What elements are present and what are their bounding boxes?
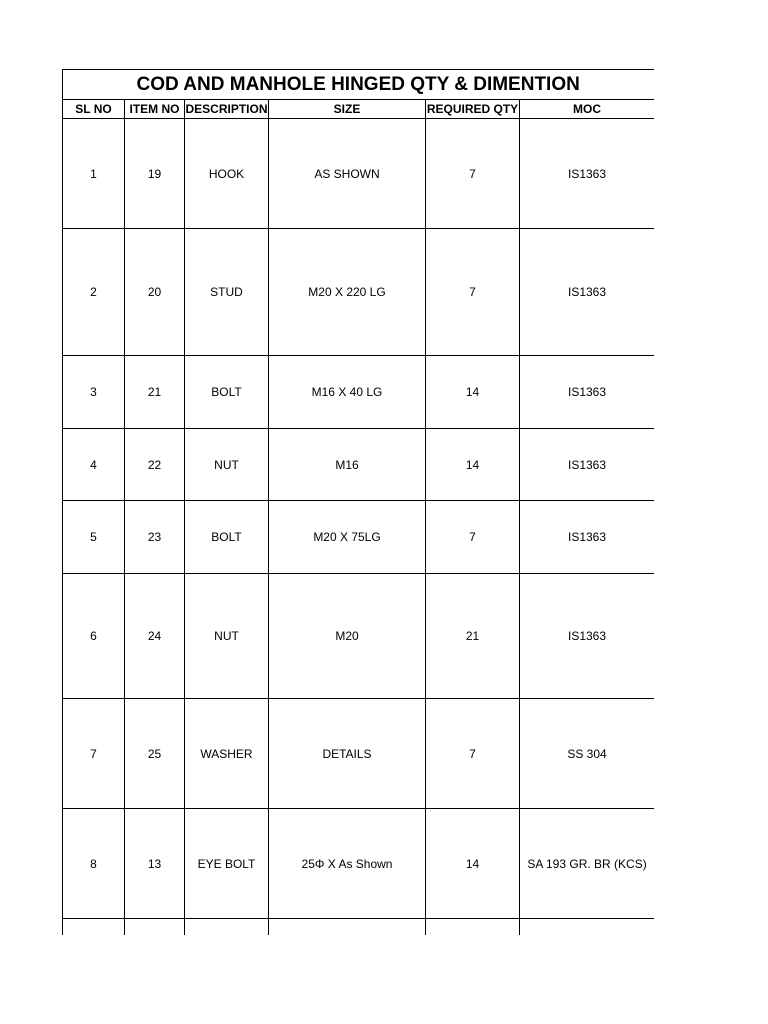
table-row (63, 809, 655, 919)
qty-dimension-table (62, 69, 654, 935)
cell-required-qty: 7 (426, 699, 520, 809)
cell-sl-no: 7 (63, 699, 125, 809)
table-row (63, 356, 655, 429)
title-blank-cell (63, 70, 125, 100)
cell-description (185, 919, 269, 936)
cell-sl-no: 3 (63, 356, 125, 429)
cell-moc: SS 304 (520, 699, 655, 809)
table-row (63, 574, 655, 699)
cell-required-qty: 14 (426, 809, 520, 919)
cell-moc: SA 193 GR. BR (KCS) (520, 809, 655, 919)
cell-item-no: 19 (125, 119, 185, 229)
cell-description: BOLT (185, 501, 269, 574)
table-row (63, 699, 655, 809)
header-description: DESCRIPTION (185, 100, 269, 119)
cell-item-no: 23 (125, 501, 185, 574)
table-row (63, 919, 655, 936)
cell-item-no: 22 (125, 429, 185, 501)
cell-moc (520, 919, 655, 936)
cell-moc: IS1363 (520, 501, 655, 574)
cell-sl-no: 6 (63, 574, 125, 699)
cell-size: 25Φ X As Shown (269, 809, 426, 919)
cell-item-no: 20 (125, 229, 185, 356)
cell-size: AS SHOWN (269, 119, 426, 229)
cell-sl-no: 5 (63, 501, 125, 574)
header-size: SIZE (269, 100, 426, 119)
spreadsheet-sheet (62, 69, 654, 935)
cell-required-qty: 14 (426, 429, 520, 501)
title-row (63, 70, 655, 100)
header-sl-no: SL NO (63, 100, 125, 119)
table-row (63, 429, 655, 501)
header-required-qty: REQUIRED QTY (426, 100, 520, 119)
cell-description: EYE BOLT (185, 809, 269, 919)
table-row (63, 501, 655, 574)
cell-required-qty (426, 919, 520, 936)
cell-size (269, 919, 426, 936)
table-row (63, 229, 655, 356)
header-item-no: ITEM NO (125, 100, 185, 119)
cell-size: M16 (269, 429, 426, 501)
cell-size: M16 X 40 LG (269, 356, 426, 429)
cell-moc: IS1363 (520, 229, 655, 356)
cell-sl-no: 1 (63, 119, 125, 229)
cell-description: WASHER (185, 699, 269, 809)
cell-description: NUT (185, 429, 269, 501)
cell-item-no (125, 919, 185, 936)
cell-required-qty: 7 (426, 229, 520, 356)
cell-required-qty: 14 (426, 356, 520, 429)
cell-required-qty: 7 (426, 119, 520, 229)
cell-description: HOOK (185, 119, 269, 229)
cell-size: M20 X 220 LG (269, 229, 426, 356)
table-row (63, 119, 655, 229)
cell-item-no: 13 (125, 809, 185, 919)
cell-moc: IS1363 (520, 356, 655, 429)
cell-item-no: 24 (125, 574, 185, 699)
cell-item-no: 21 (125, 356, 185, 429)
cell-size: M20 (269, 574, 426, 699)
cell-sl-no: 4 (63, 429, 125, 501)
cell-required-qty: 21 (426, 574, 520, 699)
cell-required-qty: 7 (426, 501, 520, 574)
cell-moc: IS1363 (520, 119, 655, 229)
cell-description: BOLT (185, 356, 269, 429)
column-header-row (63, 100, 655, 119)
cell-description: STUD (185, 229, 269, 356)
sheet-title: COD AND MANHOLE HINGED QTY & DIMENTION (125, 70, 655, 100)
cell-moc: IS1363 (520, 574, 655, 699)
header-moc: MOC (520, 100, 655, 119)
cell-moc: IS1363 (520, 429, 655, 501)
cell-sl-no (63, 919, 125, 936)
cell-size: DETAILS (269, 699, 426, 809)
cell-sl-no: 8 (63, 809, 125, 919)
cell-size: M20 X 75LG (269, 501, 426, 574)
cell-item-no: 25 (125, 699, 185, 809)
cell-description: NUT (185, 574, 269, 699)
cell-sl-no: 2 (63, 229, 125, 356)
